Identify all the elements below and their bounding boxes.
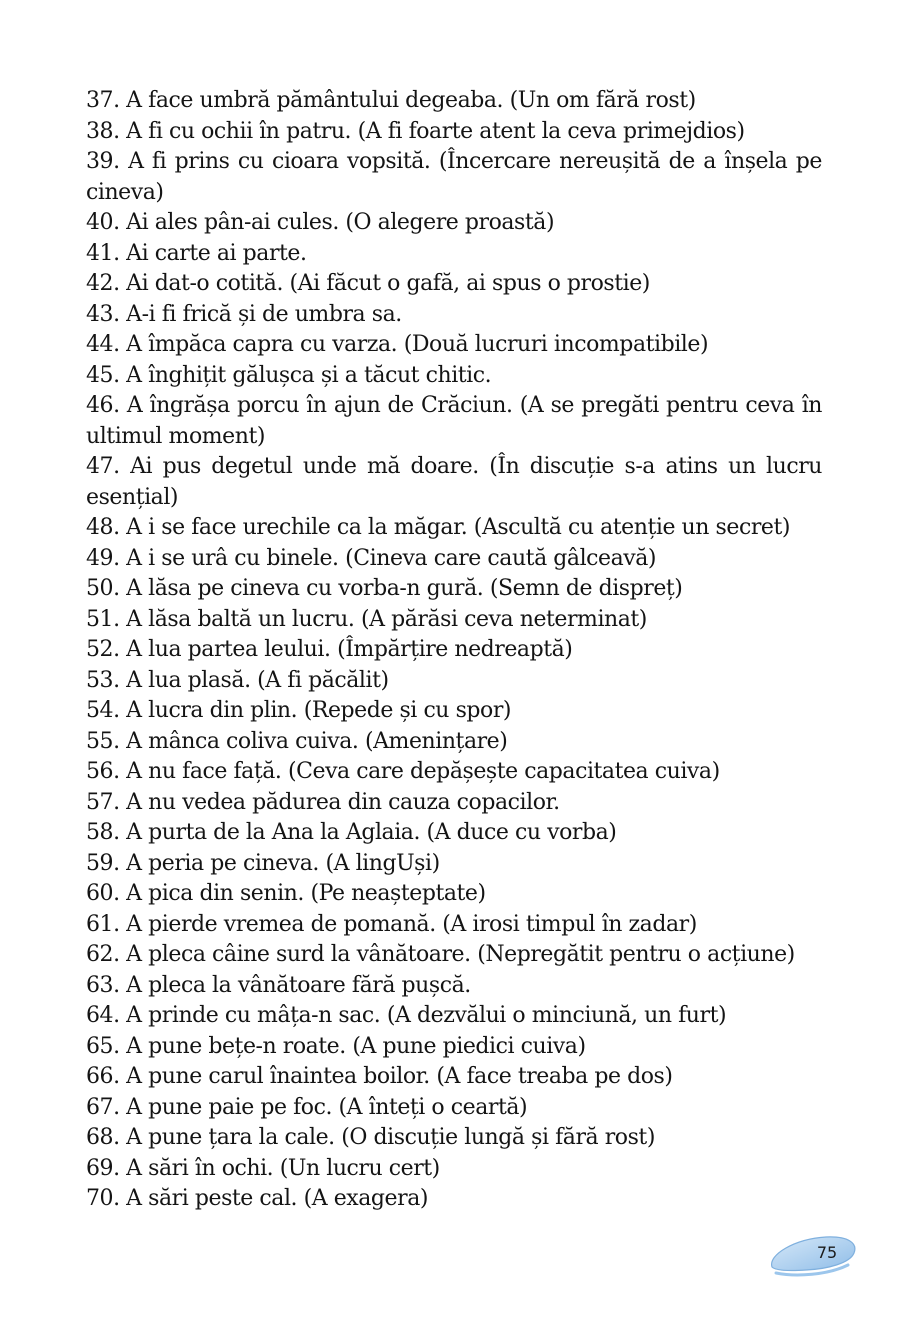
list-item: 56. A nu face față. (Ceva care depășește capacitatea cuiva) [86,759,720,784]
list-item: 43. A-i fi frică și de umbra sa. [86,301,402,327]
list-item: 69. A sări în ochi. (Un lucru cert) [86,1155,440,1181]
list-item: 63. A pleca la vânătoare fără pușcă. [86,972,471,998]
list-item: 60. A pica din senin. (Pe neașteptate) [86,881,486,906]
list-item: 61. A pierde vremea de pomană. (A irosi timpul în zadar) [86,911,697,937]
list-item: 64. A prinde cu mâța-n sac. (A dezvălui o minciună, un furt) [86,1003,727,1028]
list-item: 38. A fi cu ochii în patru. (A fi foarte atent la ceva primejdios) [86,118,745,144]
list-item: 45. A înghițit gălușca și a tăcut chitic. [86,362,492,388]
list-item: 44. A împăca capra cu varza. (Două lucruri incompatibile) [86,332,709,357]
list-item: 59. A peria pe cineva. (A lingUși) [86,850,440,876]
page-number-badge [766,1233,858,1283]
list-item: 42. Ai dat-o cotită. (Ai făcut o gafă, ai spus o prostie) [86,271,650,296]
list-item: 37. A face umbră pământului degeaba. (Un om fără rost) [86,88,696,113]
list-item: 57. A nu vedea pădurea din cauza copacilor. [86,789,560,815]
page-number: 75 [816,1243,838,1262]
list-item: 53. A lua plasă. (A fi păcălit) [86,667,389,693]
list-item: 48. A i se face urechile ca la măgar. (Ascultă cu atenție un secret) [86,515,790,540]
list-item: 55. A mânca coliva cuiva. (Amenințare) [86,728,508,754]
list-item: 58. A purta de la Ana la Aglaia. (A duce cu vorba) [86,820,617,845]
list-item: 41. Ai carte ai parte. [86,240,307,266]
list-item: 54. A lucra din plin. (Repede și cu spor) [86,698,512,723]
list-item: 68. A pune țara la cale. (O discuție lungă și fără rost) [86,1125,655,1150]
list-item: 47. Ai pus degetul unde mă doare. (În discuție s-a atins un lucru esențial) [86,454,822,510]
list-item: 46. A îngrășa porcu în ajun de Crăciun. (A se pregăti pentru ceva în ultimul moment) [86,393,822,449]
list-item: 67. A pune paie pe foc. (A înteți o ceartă) [86,1094,528,1120]
list-item: 62. A pleca câine surd la vânătoare. (Nepregătit pentru o acțiune) [86,942,795,967]
list-item: 70. A sări peste cal. (A exagera) [86,1186,428,1211]
list-item: 39. A fi prins cu cioara vopsită. (Încercare nereușită de a înșela pe cineva) [86,149,822,205]
list-item: 50. A lăsa pe cineva cu vorba-n gură. (Semn de dispreț) [86,576,683,601]
list-item: 51. A lăsa baltă un lucru. (A părăsi ceva neterminat) [86,606,647,632]
expressions-list [86,86,822,1215]
list-item: 49. A i se urâ cu binele. (Cineva care caută gâlceavă) [86,545,657,571]
list-item: 40. Ai ales pân-ai cules. (O alegere proastă) [86,210,555,235]
list-item: 65. A pune bețe-n roate. (A pune piedici cuiva) [86,1033,586,1059]
list-item: 52. A lua partea leului. (Împărțire nedreaptă) [86,637,573,662]
list-item: 66. A pune carul înaintea boilor. (A face treaba pe dos) [86,1064,673,1089]
